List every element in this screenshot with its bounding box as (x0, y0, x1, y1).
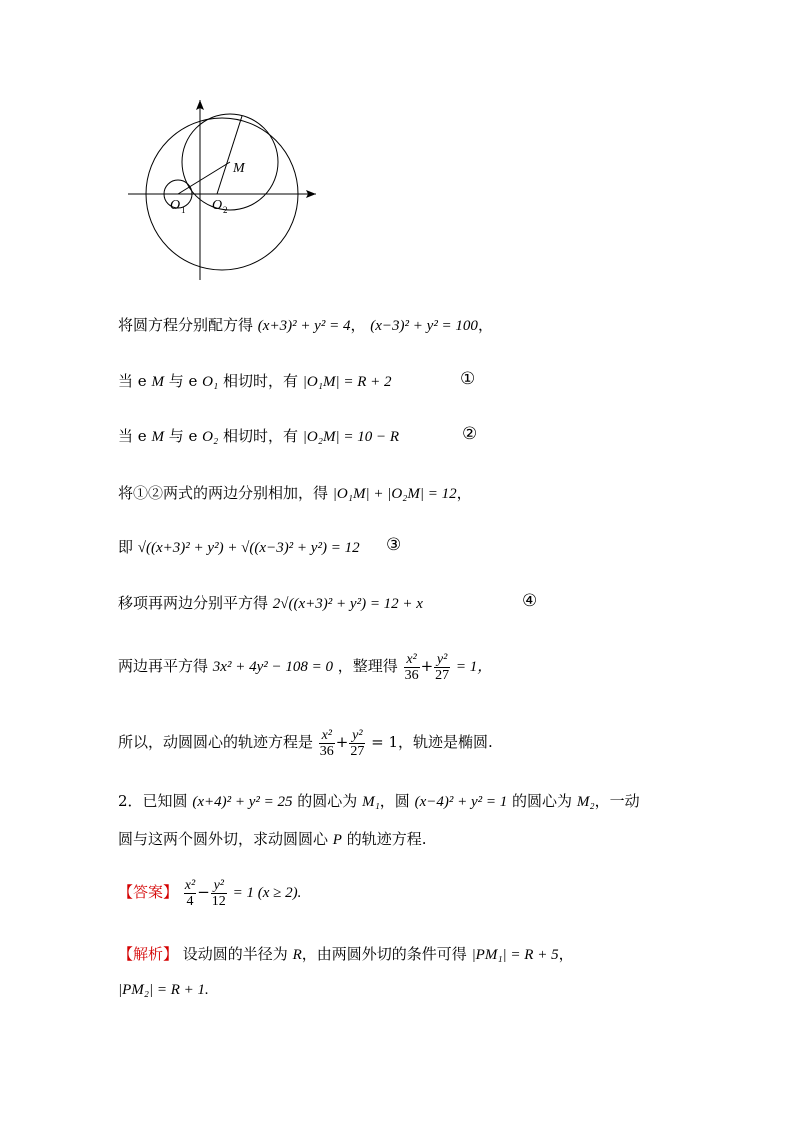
text: 当 e (118, 427, 147, 445)
symbol: P (332, 832, 342, 848)
symbol: M₁ (362, 794, 380, 810)
text: ， (456, 484, 472, 502)
text: 与 e (168, 372, 198, 390)
circle-number-1: ① (460, 369, 476, 389)
text: 与 e (168, 427, 198, 445)
equation: |O₁M| = R + 2 (302, 374, 392, 390)
label-o1: O (170, 198, 181, 213)
numerator: y² (434, 652, 450, 668)
line-square-once (118, 592, 423, 615)
symbol: M₂ (576, 794, 595, 810)
circle-number-3: ③ (386, 535, 402, 555)
line-sum (118, 482, 472, 505)
text: ，一动 (594, 792, 640, 810)
line-square-twice: 两边再平方得 3x² + 4y² − 108 = 0 ，整理得 $\frac{\text{x²}}{36}$ + $\frac{\text{y²}}{27}$ = 1， (118, 651, 493, 683)
equation: (x+4)² + y² = 25 (192, 794, 293, 810)
answer-line: 【答案】 $\frac{\text{x²}}{4}$ − $\frac{\text{y²}}{12}$ = 1 (x ≥ 2). (118, 877, 302, 909)
symbol: M (151, 374, 164, 390)
text: 2．已知圆 (118, 792, 188, 810)
equation: 2√((x+3)² + y²) = 12 + x (272, 596, 423, 612)
text: = 1，轨迹是椭圆. (371, 733, 493, 751)
equation: (x−4)² + y² = 1 (414, 794, 508, 810)
fraction-y2-12 (211, 878, 227, 909)
label-o2: O (212, 198, 223, 213)
text: 所以，动圆圆心的轨迹方程是 (118, 733, 314, 751)
text: 的圆心为 (297, 792, 358, 810)
denominator: 12 (211, 893, 226, 909)
text: 将圆方程分别配方得 (118, 316, 254, 334)
symbol: O₁ (202, 374, 219, 390)
answer-tag: 【答案】 (118, 883, 179, 901)
text: 圆与这两个圆外切，求动圆圆心 (118, 830, 329, 848)
label-o2-sub: 2 (223, 205, 228, 215)
numerator: y² (349, 728, 365, 744)
circle-number-4: ④ (522, 591, 538, 611)
text: 即 (118, 538, 134, 556)
text: ，整理得 (337, 657, 398, 675)
text: 的圆心为 (512, 792, 573, 810)
circle-diagram-svg (120, 92, 330, 292)
denominator: 36 (404, 667, 419, 683)
text: 相切时，有 (223, 427, 299, 445)
symbol: R (292, 947, 302, 963)
analysis-tag: 【解析】 (118, 945, 179, 963)
numerator: y² (211, 878, 227, 894)
line-sqrt-sum (118, 536, 360, 559)
problem2-line2 (118, 828, 427, 851)
text: 将①②两式的两边分别相加，得 (118, 484, 329, 502)
equation-end: = 1， (455, 659, 493, 675)
denominator: 4 (186, 893, 194, 909)
line-tangent-o1 (118, 370, 392, 393)
text: 两边再平方得 (118, 657, 209, 675)
text: 当 e (118, 372, 147, 390)
symbol: M (151, 429, 164, 445)
text: ， (350, 316, 366, 334)
label-o1-sub: 1 (181, 205, 186, 215)
text: 设动圆的半径为 (182, 945, 288, 963)
equation: |PM₂| = R + 1. (118, 982, 209, 998)
problem2-line1 (118, 790, 640, 813)
analysis-line1 (118, 943, 574, 966)
equation: (x−3)² + y² = 100 (370, 318, 478, 334)
line-conclusion: 所以，动圆圆心的轨迹方程是 $\frac{\text{x²}}{36}$ + $\frac{\text{y²}}{27}$ = 1，轨迹是椭圆. (118, 727, 493, 759)
fraction-y2-27 (434, 652, 450, 683)
equation: |O₁M| + |O₂M| = 12 (332, 486, 457, 502)
analysis-line2 (118, 978, 209, 1001)
segment-o2-m (217, 116, 242, 194)
numerator: x² (404, 652, 420, 668)
equation: √((x+3)² + y²) + √((x−3)² + y²) = 12 (137, 540, 360, 556)
fraction-x2-36 (319, 728, 335, 759)
text: ， (477, 316, 493, 334)
text: ，由两圆外切的条件可得 (301, 945, 467, 963)
fraction-x2-4 (184, 878, 196, 909)
equation: (x+3)² + y² = 4 (257, 318, 351, 334)
symbol: O₂ (202, 429, 219, 445)
text: 移项再两边分别平方得 (118, 594, 269, 612)
fraction-x2-36 (404, 652, 420, 683)
denominator: 27 (435, 667, 450, 683)
equation: |O₂M| = 10 − R (302, 429, 399, 445)
numerator: x² (319, 728, 335, 744)
denominator: 27 (350, 743, 365, 759)
fraction-y2-27 (349, 728, 365, 759)
equation: 3x² + 4y² − 108 = 0 (212, 659, 333, 675)
text: 的轨迹方程. (346, 830, 427, 848)
text: 相切时，有 (223, 372, 299, 390)
equation: |PM₁| = R + 5 (471, 947, 559, 963)
text: ， (558, 945, 574, 963)
equation-end: = 1 (x ≥ 2). (232, 885, 302, 901)
line-completing-square (118, 314, 493, 337)
label-m: M (233, 161, 245, 176)
denominator: 36 (319, 743, 334, 759)
circle-number-2: ② (462, 424, 478, 444)
numerator: x² (184, 877, 196, 893)
line-tangent-o2 (118, 425, 399, 448)
text: ，圆 (379, 792, 410, 810)
circle-diagram (120, 92, 330, 292)
